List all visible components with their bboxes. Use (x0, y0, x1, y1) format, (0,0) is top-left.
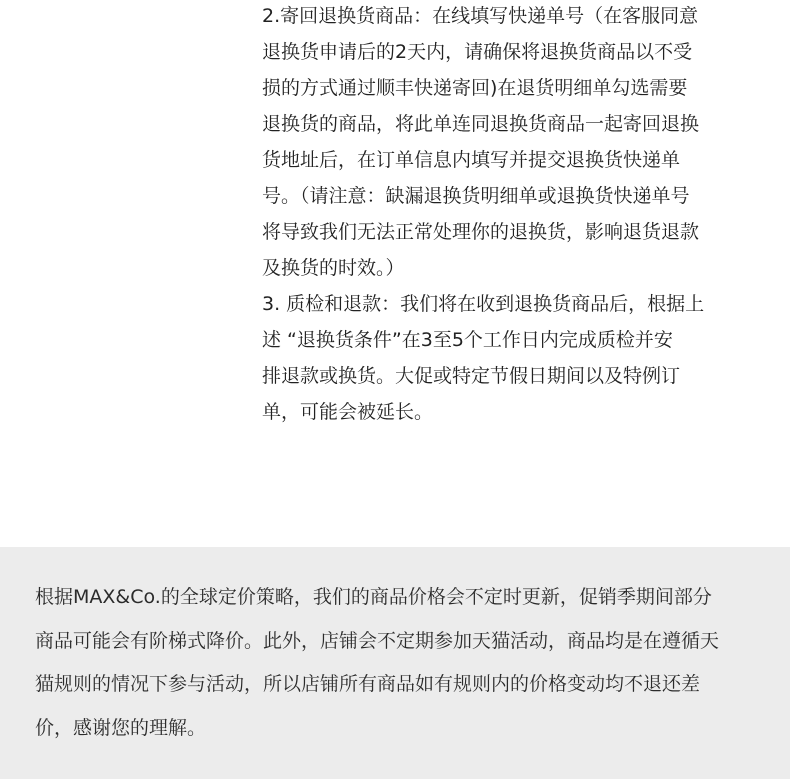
return-policy-line: 3. 质检和退款：我们将在收到退换货商品后，根据上 (262, 293, 705, 315)
return-policy-line: 排退款或换货。大促或特定节假日期间以及特例订 (262, 365, 681, 387)
return-policy-line: 货地址后，在订单信息内填写并提交退换货快递单 (262, 149, 681, 171)
return-policy-text (262, 0, 722, 430)
pricing-notice-section (0, 547, 790, 779)
return-policy-line: 退换货的商品，将此单连同退换货商品一起寄回退换 (262, 113, 700, 135)
pricing-notice-line: 价，感谢您的理解。 (35, 716, 207, 739)
return-policy-line: 号。（请注意：缺漏退换货明细单或退换货快递单号 (262, 185, 690, 207)
return-policy-line: 退换货申请后的2天内，请确保将退换货商品以不受 (262, 41, 693, 63)
pricing-notice-line: 商品可能会有阶梯式降价。此外，店铺会不定期参加天猫活动，商品均是在遵循天 (35, 629, 720, 652)
pricing-notice-line: 根据MAX&Co.的全球定价策略，我们的商品价格会不定时更新，促销季期间部分 (35, 586, 712, 608)
return-policy-line: 单，可能会被延长。 (262, 401, 434, 423)
return-policy-line: 及换货的时效。） (262, 257, 405, 279)
return-policy-line: 2.寄回退换货商品：在线填写快递单号（在客服同意 (262, 5, 699, 27)
return-policy-line: 将导致我们无法正常处理你的退换货，影响退货退款 (262, 221, 700, 243)
return-policy-line: 述 “退换货条件”在3至5个工作日内完成质检并安 (262, 329, 673, 351)
pricing-notice-text (35, 576, 760, 750)
return-policy-line: 损的方式通过顺丰快递寄回)在退货明细单勾选需要 (262, 77, 688, 99)
pricing-notice-line: 猫规则的情况下参与活动，所以店铺所有商品如有规则内的价格变动均不退还差 (35, 673, 701, 695)
